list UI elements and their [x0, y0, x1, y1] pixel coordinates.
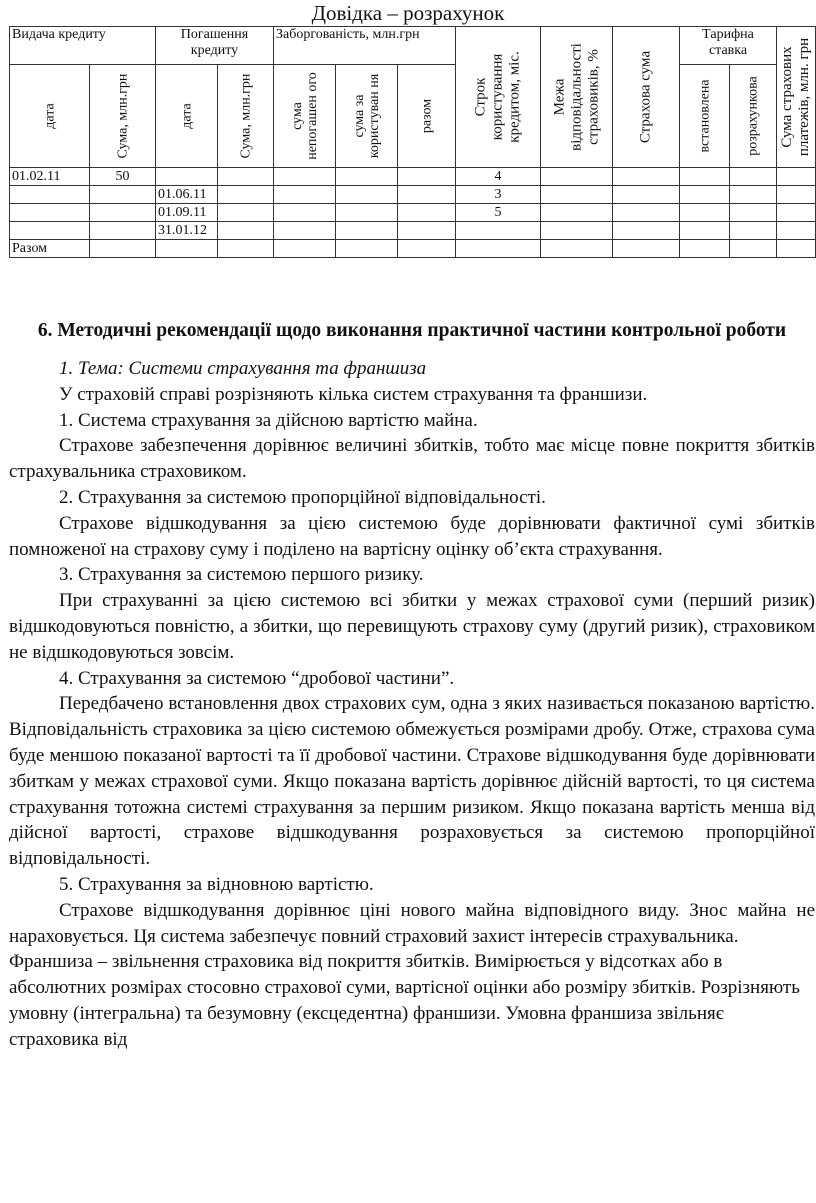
calculation-table — [9, 26, 816, 258]
paragraph: 2. Страхування за системою пропорційної відповідальності. — [59, 486, 546, 508]
subheader-repay-date: дата — [156, 65, 218, 168]
cell-issue-date — [10, 222, 90, 240]
subheader-issue-date: дата — [10, 65, 90, 168]
cell-repay-date — [156, 168, 218, 186]
header-issue: Видача кредиту — [10, 27, 156, 65]
paragraph: 5. Страхування за відновною вартістю. — [59, 873, 374, 895]
cell-repay-date: 01.06.11 — [156, 186, 218, 204]
paragraph: Страхове забезпечення дорівнює величині збитків, тобто має місце повне покриття збитків страхувальника страховиком. — [9, 435, 815, 483]
paragraph: Страхове відшкодування дорівнює ціні нового майна відповідного виду. Знос майна не нараховується. Ця система забезпечує повний страховий захист інтересів страхувальника. — [9, 899, 815, 947]
paragraph: Передбачено встановлення двох страхових сум, одна з яких називається показаною вартістю. Відповідальність страховика за цією системою обмежується розмірами дробу. Отже, страхова сума буде меншою показаної вартості та її дробової частини. Страхове відшкодування буде дорівнювати збиткам у межах страхової суми. Якщо показана вартість дорівнює дійсній вартості, то ця система страхування тотожна системі страхування за першим ризиком. Якщо показана вартість менша від дійсної вартості, страхове відшкодування розраховується за системою пропорційної відповідальності. — [9, 693, 815, 870]
cell-repay-date: 31.01.12 — [156, 222, 218, 240]
table-row — [10, 186, 816, 204]
cell-issue-sum: 50 — [90, 168, 156, 186]
cell-issue-sum — [90, 204, 156, 222]
subheader-repay-sum: Сума, млн.грн — [218, 65, 274, 168]
cell-total-label: Разом — [10, 240, 90, 258]
subheader-set: встановлена — [680, 65, 730, 168]
cell-issue-sum — [90, 240, 156, 258]
paragraph: При страхуванні за цією системою всі збитки у межах страхової суми (перший ризик) відшкодовуються повністю, а збитки, що перевищують страхову суму (другий ризик), страховиком не відшкодовуються зовсім. — [9, 590, 815, 663]
cell-repay-date: 01.09.11 — [156, 204, 218, 222]
page-title: Довідка – розрахунок — [311, 1, 505, 25]
paragraph: 4. Страхування за системою “дробової частини”. — [59, 667, 455, 689]
cell-term: 3 — [456, 186, 541, 204]
paragraph: 1. Система страхування за дійсною вартістю майна. — [59, 409, 478, 431]
header-tariff: Тарифна ставка — [680, 27, 777, 65]
cell-issue-sum — [90, 222, 156, 240]
table-row — [10, 168, 816, 186]
header-term: Строк користування кредитом, міс. — [456, 27, 541, 168]
paragraph: Франшиза – звільнення страховика від покриття збитків. Вимірюється у відсотках або в абсолютних розмірах стосовно страхової суми, вартісної оцінки або розміру збитків. Розрізняють умовну (інтегральна) та безумовну (ексцедентна) франшизи. Умовна франшиза звільняє страховика від — [9, 951, 800, 1050]
header-repayment: Погашення кредиту — [156, 27, 274, 65]
header-payments: Сума страхових платежів, млн. грн — [777, 27, 816, 168]
section-body — [9, 318, 815, 1053]
subheader-calc: розрахункова — [730, 65, 777, 168]
table-row — [10, 204, 816, 222]
header-limit: Межа відповідальності страховиків, % — [541, 27, 613, 168]
table-row — [10, 222, 816, 240]
topic-line: 1. Тема: Системи страхування та франшиза — [59, 358, 427, 379]
cell-issue-date — [10, 204, 90, 222]
paragraph: Страхове відшкодування за цією системою буде дорівнювати фактичної сумі збитків помноженої на страхову суму і поділено на вартісну оцінку об’єкта страхування. — [9, 512, 815, 560]
cell-issue-sum — [90, 186, 156, 204]
cell-repay-date — [156, 240, 218, 258]
subheader-in-use: сума за користуван ня — [336, 65, 398, 168]
section-heading: 6. Методичні рекомендації щодо виконання практичної частини контрольної роботи — [37, 320, 787, 341]
subheader-issue-sum: Сума, млн.грн — [90, 65, 156, 168]
paragraph: У страховій справі розрізняють кілька систем страхування та франшизи. — [59, 383, 648, 405]
cell-issue-date — [10, 186, 90, 204]
header-insured-sum: Страхова сума — [613, 27, 680, 168]
subheader-total: разом — [398, 65, 456, 168]
header-debt: Заборгованість, млн.грн — [274, 27, 456, 65]
cell-term: 5 — [456, 204, 541, 222]
paragraph: 3. Страхування за системою першого ризику. — [59, 564, 424, 586]
subheader-unpaid: сума непогашен ого — [274, 65, 336, 168]
table-row-total — [10, 240, 816, 258]
cell-term — [456, 240, 541, 258]
cell-term: 4 — [456, 168, 541, 186]
cell-term — [456, 222, 541, 240]
cell-issue-date: 01.02.11 — [10, 168, 90, 186]
